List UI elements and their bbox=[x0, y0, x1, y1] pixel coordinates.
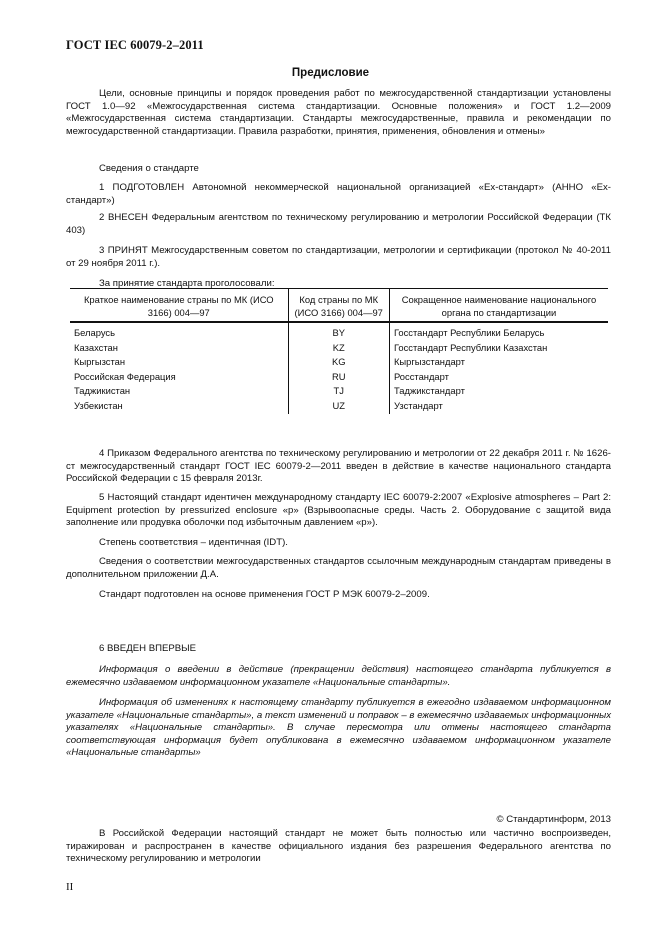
code-cell: UZ bbox=[288, 399, 389, 414]
country-cell: Беларусь bbox=[74, 327, 116, 338]
table-row bbox=[70, 341, 608, 356]
references-info: Сведения о соответствии межгосударственных стандартов ссылочным международным стандартам приведены в дополнительном приложении Д.А. bbox=[66, 556, 611, 580]
table-row bbox=[70, 384, 608, 399]
item-6-first-introduced: 6 ВВЕДЕН ВПЕРВЫЕ bbox=[99, 643, 197, 654]
copyright-notice: © Стандартинформ, 2013 bbox=[496, 814, 611, 825]
country-cell: Кыргызстан bbox=[74, 356, 126, 368]
page-number: II bbox=[66, 881, 74, 893]
country-cell: Казахстан bbox=[74, 341, 118, 353]
code-cell: KG bbox=[288, 355, 389, 370]
publication-note-1: Информация о введении в действие (прекращении действия) настоящего стандарта публикуется в ежемесячно издаваемом информационном указателе «Национальные стандарты». bbox=[66, 664, 611, 688]
body-cell: Госстандарт Республики Казахстан bbox=[389, 341, 608, 356]
item-4-order: 4 Приказом Федерального агентства по техническому регулированию и метрологии от 22 декабря 2011 г. № 1626-ст межгосударственный стандарт ГОСТ IEC 60079-2—2011 введен в действие в качестве национального стандарта Российской Федерации с 15 февраля 2013г. bbox=[66, 448, 611, 485]
item-2-introduced: 2 ВНЕСЕН Федеральным агентством по техническому регулированию и метрологии Российской Федерации (ТК 403) bbox=[66, 212, 611, 236]
body-cell: Узстандарт bbox=[389, 399, 608, 414]
body-cell: Госстандарт Республики Беларусь bbox=[389, 322, 608, 341]
table-row bbox=[70, 322, 608, 341]
page-title: Предисловие bbox=[291, 67, 370, 79]
info-heading: Сведения о стандарте bbox=[99, 163, 199, 174]
column-header-code: Код страны по МК (ИСО 3166) 004—97 bbox=[288, 289, 389, 323]
intro-paragraph: Цели, основные принципы и порядок проведения работ по межгосударственной стандартизации установлены ГОСТ 1.0—92 «Межгосударственная система стандартизации. Основные положения» и ГОСТ 1.2—2009 «Межгосударственная система стандартизации. Стандарты межгосударственные, правила и рекомендации по межгосударственной стандартизации. Правила разработки, принятия, применения, обновления и отмены» bbox=[66, 88, 611, 137]
reproduction-rights: В Российской Федерации настоящий стандарт не может быть полностью или частично воспроизведен, тиражирован и распространен в качестве официального издания без разрешения Федерального агентства по техническому регулированию и метрологии bbox=[66, 828, 611, 865]
item-1-prepared: 1 ПОДГОТОВЛЕН Автономной некоммерческой национальной организацией «Ех-стандарт» (АННО «Ех-стандарт») bbox=[66, 182, 611, 206]
country-cell: Российская Федерация bbox=[74, 370, 176, 382]
code-cell: KZ bbox=[288, 341, 389, 356]
item-3-adopted: 3 ПРИНЯТ Межгосударственным советом по стандартизации, метрологии и сертификации (протокол № 40-2011 от 29 ноября 2011 г.). bbox=[66, 245, 611, 269]
column-header-country: Краткое наименование страны по МК (ИСО 3166) 004—97 bbox=[70, 289, 288, 323]
country-cell: Узбекистан bbox=[74, 399, 123, 411]
table-row bbox=[70, 399, 608, 414]
code-cell: RU bbox=[288, 370, 389, 385]
code-cell: BY bbox=[288, 322, 389, 341]
body-cell: Кыргызстандарт bbox=[389, 355, 608, 370]
voting-countries-table bbox=[70, 288, 608, 414]
body-cell: Росстандарт bbox=[389, 370, 608, 385]
column-header-body: Сокращенное наименование национального органа по стандартизации bbox=[389, 289, 608, 323]
table-row bbox=[70, 370, 608, 385]
prepared-basis: Стандарт подготовлен на основе применения ГОСТ Р МЭК 60079-2–2009. bbox=[99, 589, 430, 600]
country-cell: Таджикистан bbox=[74, 385, 131, 397]
item-5-identical: 5 Настоящий стандарт идентичен международному стандарту IEC 60079-2:2007 «Explosive atmospheres – Part 2: Equipment protection by pressurized enclosure «p» (Взрывоопасные среды. Часть 2. Оборудование с защитой вида заполнение или продувка оболочки под избыточным давлением «p»). bbox=[66, 492, 611, 529]
table-row bbox=[70, 355, 608, 370]
table-header-row bbox=[70, 289, 608, 323]
document-header: ГОСТ IEC 60079-2–2011 bbox=[66, 38, 204, 52]
body-cell: Таджикстандарт bbox=[389, 384, 608, 399]
conformity-degree: Степень соответствия – идентичная (IDT). bbox=[99, 537, 288, 548]
code-cell: TJ bbox=[288, 384, 389, 399]
vote-heading: За принятие стандарта проголосовали: bbox=[99, 278, 275, 289]
publication-note-2: Информация об изменениях к настоящему стандарту публикуется в ежегодно издаваемом информационном указателе «Национальные стандарты», а текст изменений и поправок – в ежемесячно издаваемых информационных указателях «Национальные стандарты». В случае пересмотра или отмены настоящего стандарта соответствующая информация будет опубликована в ежемесячно издаваемом информационном указателе «Национальные стандарты» bbox=[66, 697, 611, 759]
